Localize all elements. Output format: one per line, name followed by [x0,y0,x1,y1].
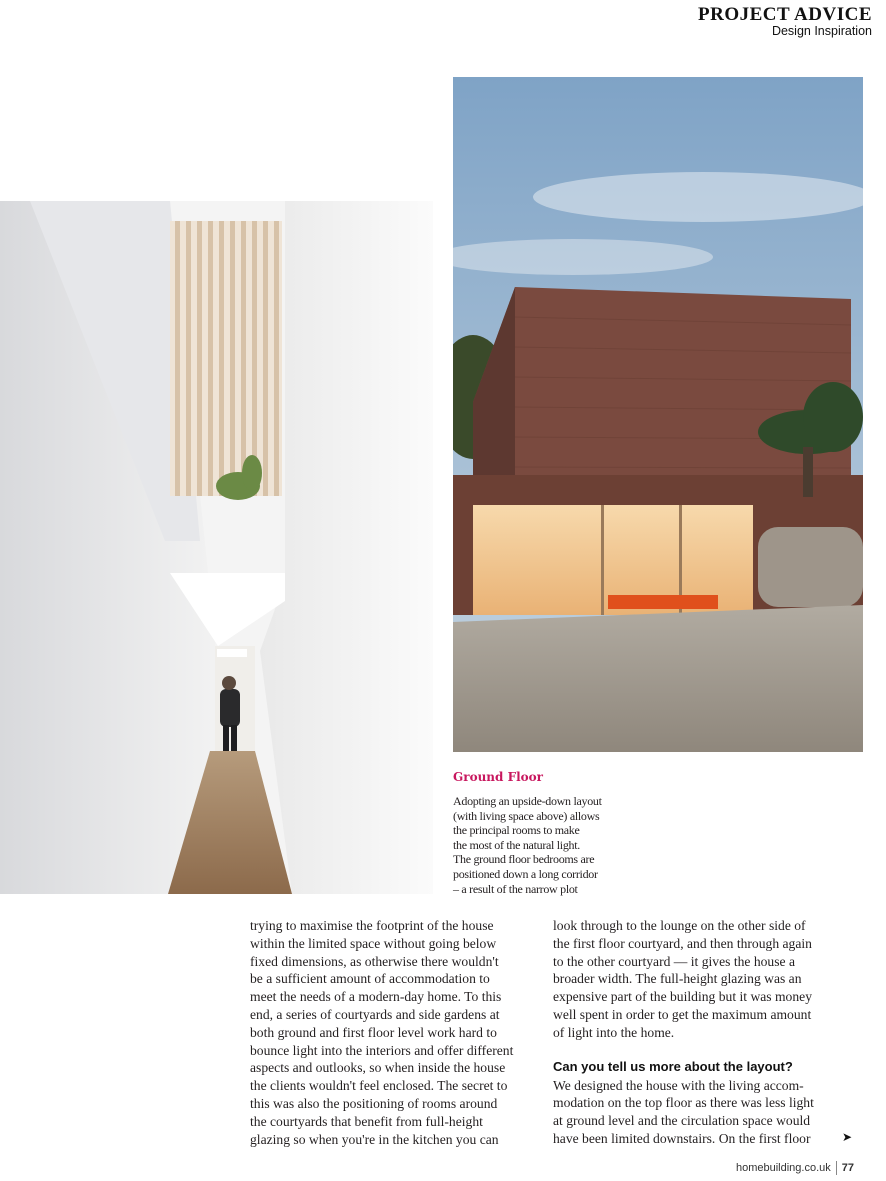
caption-title: Ground Floor [453,770,543,784]
caption-line: positioned down a long corridor [453,866,598,881]
section-subtitle: Design Inspiration [771,24,872,38]
photo-caption [453,770,653,896]
text-line: broader width. The full-height glazing was an [553,971,802,987]
house-exterior-photo [453,77,863,752]
body-paragraph [553,1077,837,1148]
caption-line: The ground floor bedrooms are [453,852,595,867]
text-line: the clients wouldn't feel enclosed. The secret to [250,1078,508,1094]
page-footer [736,1161,854,1175]
caption-line: (with living space above) allows [453,808,600,823]
text-line: glazing so when you're in the kitchen you can [250,1131,499,1147]
text-line: bounce light into the interiors and offer different [250,1042,514,1058]
question-heading: Can you tell us more about the layout? [553,1058,793,1074]
footer-divider [836,1161,837,1175]
body-paragraph [250,917,534,1148]
corridor-photo [0,201,433,894]
body-column-2 [553,917,837,1148]
text-line: within the limited space without going below [250,935,497,951]
text-line: modation on the top floor as there was less light [553,1095,814,1111]
caption-line: Adopting an upside-down layout [453,794,602,808]
text-line: meet the needs of a modern-day home. To this [250,989,502,1005]
caption-line: – a result of the narrow plot [453,881,578,896]
text-line: expensive part of the building but it was money [553,989,812,1005]
text-line: well spent in order to get the maximum amount [553,1006,812,1022]
page-header [698,5,872,38]
text-line: at ground level and the circulation space would [553,1113,811,1129]
body-paragraph [553,917,837,1042]
continue-arrow-icon: ➤ [842,1130,853,1144]
text-line: both ground and first floor level work hard to [250,1024,497,1040]
caption-line: the most of the natural light. [453,837,580,852]
text-line: this was also the positioning of rooms around [250,1095,498,1111]
text-line: the courtyards that benefit from full-height [250,1113,483,1129]
page-number: 77 [841,1161,854,1174]
text-line: aspects and outlooks, so when inside the house [250,1060,506,1076]
text-line: We designed the house with the living accom- [553,1077,804,1093]
footer-site: homebuilding.co.uk [735,1161,831,1174]
text-line: look through to the lounge on the other side of [553,918,806,933]
section-title: PROJECT ADVICE [698,4,872,25]
text-line: to the other courtyard — it gives the house a [553,953,795,969]
caption-line: the principal rooms to make [453,823,580,838]
caption-text [453,794,653,896]
body-column-1 [250,917,534,1148]
text-line: of light into the home. [553,1024,675,1040]
text-line: end, a series of courtyards and side gardens at [250,1006,500,1022]
text-line: fixed dimensions, as otherwise there wouldn't [250,953,499,969]
text-line: the first floor courtyard, and then through again [553,935,812,951]
text-line: have been limited downstairs. On the first floor [553,1130,811,1146]
text-line: be a sufficient amount of accommodation to [250,971,490,987]
text-line: trying to maximise the footprint of the house [250,918,494,933]
